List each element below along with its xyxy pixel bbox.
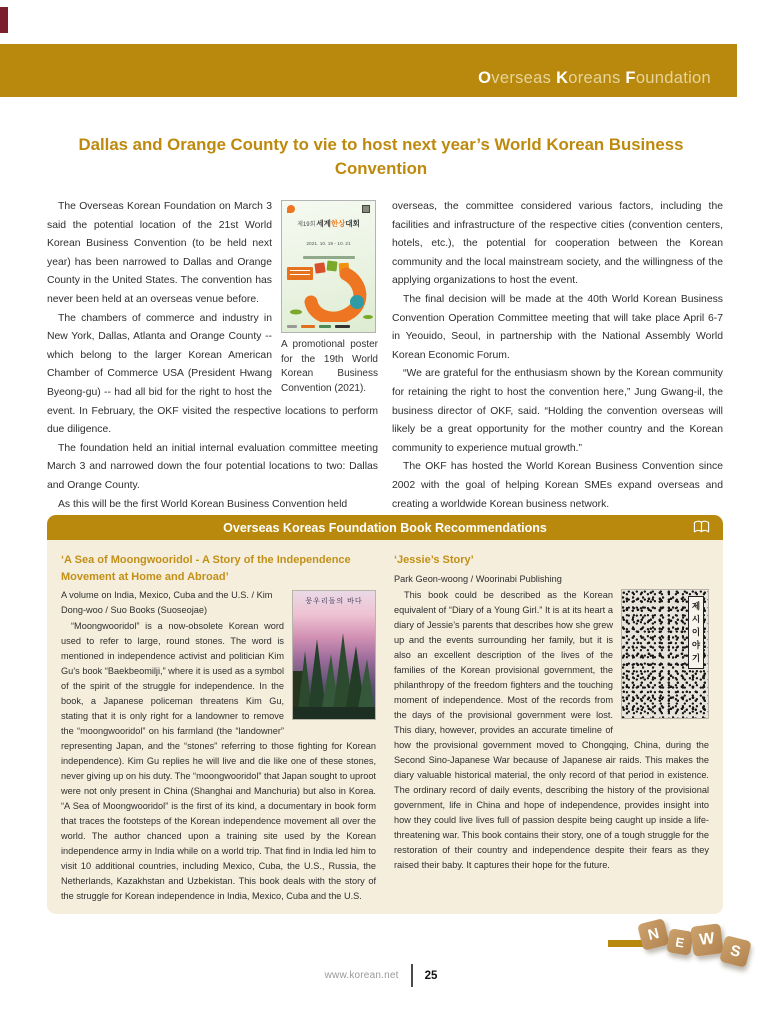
- footer-divider: [411, 964, 413, 987]
- open-book-icon: [693, 520, 710, 535]
- news-cube-n: N: [637, 918, 670, 951]
- page-title: Dallas and Orange County to vie to host next year’s World Korean Business Convention: [78, 135, 684, 178]
- qr-stamp-icon: [362, 205, 370, 213]
- cover-char: 제: [691, 600, 701, 611]
- cover-char: 시: [691, 613, 701, 624]
- article-paragraph: The final decision will be made at the 40th World Korean Business Convention Operation Committee meeting that will take place April 6-7 in Yeouido, Seoul, in partnership with the National Assembly World Korean Economic Forum.: [392, 293, 723, 361]
- cover-char: 야: [691, 639, 701, 650]
- poster-caption: A promotional poster for the 19th World Korean Business Convention (2021).: [281, 339, 378, 394]
- article-paragraph: The foundation held an initial internal evaluation committee meeting March 3 and narrowed down the four potential locations to two: Dallas and Orange County.: [47, 442, 378, 491]
- book-review-text: “Moongwooridol” is a now-obsolete Korean word used to refer to large, round stones. The word is mentioned in independence activist and politician Kim Gu’s book “Baekbeomilji,” where it is used as a symbol of the spirit of the struggle for independence. In the book, a Japanese policeman threatens Kim Gu, stating that it is only right for a landowner to remove the “moongwooridol” on his farmland (the “landowner” representing Japan, and the “stones” referring to those fighting for Korean independence). Kim Gu replies he will live and die like one of these stones, never giving up on his duty. The “moongwooridol” that Japan sought to uproot were not only present in China (Shanghai and Manchuria) but also in Korea. “A Sea of Moongwooridol” is the first of its kind, a documentary in book form that traces the footsteps of the Korean independence movement all over the world. The author chanced upon a training site used by the Korean independence army in India while on a world trip. That find in India led him to visit 10 additional countries, including Mexico, Cuba, the U.S., Russia, the Netherlands, Kazakhstan and Uzbekistan. This book deals with the story of the struggle for Korean independence in India, Mexico, Cuba and the U.S.: [61, 621, 376, 901]
- poster-subtext-bar: [303, 256, 355, 259]
- book-cover-jessie: [621, 589, 709, 719]
- brand-rest-o: verseas: [491, 69, 557, 87]
- poster-sponsor-logos: [287, 325, 370, 328]
- book-title: ‘Jessie’s Story’: [394, 554, 474, 566]
- article-body: [47, 198, 723, 514]
- article-paragraph: The OKF has hosted the World Korean Business Convention since 2002 with the goal of helping Korean SMEs expand overseas and creating a worldwide Korean business network.: [392, 461, 723, 510]
- book-recommendations-section: [47, 515, 723, 914]
- article-paragraph: overseas, the committee considered various factors, including the facilities and infrastructure of the respective cities (convention centers, hotels, etc.), the potential for cooperation between the Korean community and the local mainstream society, and the willingness of the applying organizations to host the event.: [392, 201, 723, 287]
- article-paragraph: The chambers of commerce and industry in New York, Dallas, Atlanta and Orange County -- which belong to the larger Korean American Chamber of Commerce USA (President Hwang Byeong-gu) -- had all bid for the right to host the event. In February, the OKF visited the respective locations to perform due diligence.: [47, 312, 378, 436]
- page-number: 25: [424, 969, 438, 982]
- article-title-block: [0, 133, 762, 181]
- poster-title-word3: 대회: [345, 219, 360, 228]
- poster-date-text: 2021. 10. 19 - 10. 21: [306, 241, 351, 247]
- article-paragraph: The Overseas Korean Foundation on March 3 said the potential location of the 21st World Korean Business Convention (to be held next year) has been narrowed to Dallas and Orange County in the United States. The convention has never been held at an overseas venue before.: [47, 201, 272, 305]
- book-review-text: This book could be described as the Korean equivalent of “Diary of a Young Girl.” It is at its heart a diary of Jessie’s parents that describes how she grew up and the events surrounding her family, but it is also an excellent description of the lives of the families of the Korean provisional government, the philanthropy of the freedom fighters and the touching moment of independence. Most of the records from the days of the provisional government were lost. This diary, however, provides an accurate timeline of how the provisional government moved to Chongqing, China, during the Second Sino-Japanese War because of Japanese air raids. This makes the diary valuable historical material, the only record of that period in existence. The ordinary record of daily events, describing the history of the provisional government, life in China and hope of independence, provides insight into how they could live lives full of passion despite being caught up inside a life-threatening war. This book contains their story, one of a tough struggle for the restoration of their country and independence despite their fears as they raised their baby. It captures their hope for the future.: [394, 589, 709, 870]
- book-panel: [47, 540, 723, 914]
- book-section-title: Overseas Koreas Foundation Book Recommendations: [223, 520, 547, 535]
- brand-cap-f: F: [625, 69, 636, 87]
- poster-title-word1: 세계: [316, 219, 331, 228]
- cover-title-korean-vertical: [688, 596, 704, 669]
- cover-char: 이: [691, 626, 701, 637]
- poster-logos-row: [282, 201, 375, 213]
- poster-title-prefix: 제19회: [297, 222, 316, 228]
- article-column-right: [392, 198, 723, 514]
- poster-callout-box: [287, 267, 313, 280]
- book-byline: A volume on India, Mexico, Cuba and the U.S. / Kim Dong-woo / Suo Books (Suoseojae): [61, 590, 273, 615]
- brand-cap-o: O: [478, 69, 492, 87]
- news-cube-s: S: [719, 935, 752, 968]
- hansang-logo-icon: [287, 205, 295, 213]
- poster-figure: [281, 200, 378, 396]
- book-title: ‘A Sea of Moongwooridol - A Story of the Independence Movement at Home and Abroad’: [61, 554, 351, 583]
- header-bar: [0, 44, 737, 97]
- poster-title-word2: 한상: [330, 219, 346, 228]
- article-paragraph: “We are grateful for the enthusiasm shown by the Korean community for retaining the right to host the convention here,” Jung Gwang-il, the business director of OKF, said. “Holding the convention overseas will likely be a great opportunity for the mother country and the Korean community to experience mutual growth.”: [392, 368, 723, 454]
- brand-rest-f: oundation: [635, 69, 711, 87]
- cover-title-korean: 뭉우리돌의 바다: [305, 598, 363, 605]
- corner-accent-mark: [0, 7, 8, 33]
- brand-rest-k: oreans: [568, 69, 626, 87]
- site-url: www.korean.net: [324, 970, 399, 981]
- article-column-left: [47, 198, 378, 514]
- poster-title-text: [282, 215, 375, 235]
- brand-cap-k: K: [556, 69, 569, 87]
- book-byline: Park Geon-woong / Woorinabi Publishing: [394, 573, 562, 584]
- convention-poster-image: [281, 200, 376, 333]
- book-section-header: [47, 515, 723, 540]
- brand-logo-text: [478, 69, 711, 88]
- article-paragraph: As this will be the first World Korean Business Convention held: [58, 498, 348, 510]
- news-cube-w: W: [690, 923, 723, 956]
- book-review-jessie: [394, 552, 709, 914]
- agave-plants-graphic: [293, 627, 376, 719]
- footer: [0, 964, 762, 987]
- cover-char: 기: [691, 652, 701, 663]
- book-cover-moongwooridol: [292, 590, 376, 720]
- book-review-moongwooridol: [61, 552, 376, 914]
- news-cube-e: E: [666, 928, 693, 955]
